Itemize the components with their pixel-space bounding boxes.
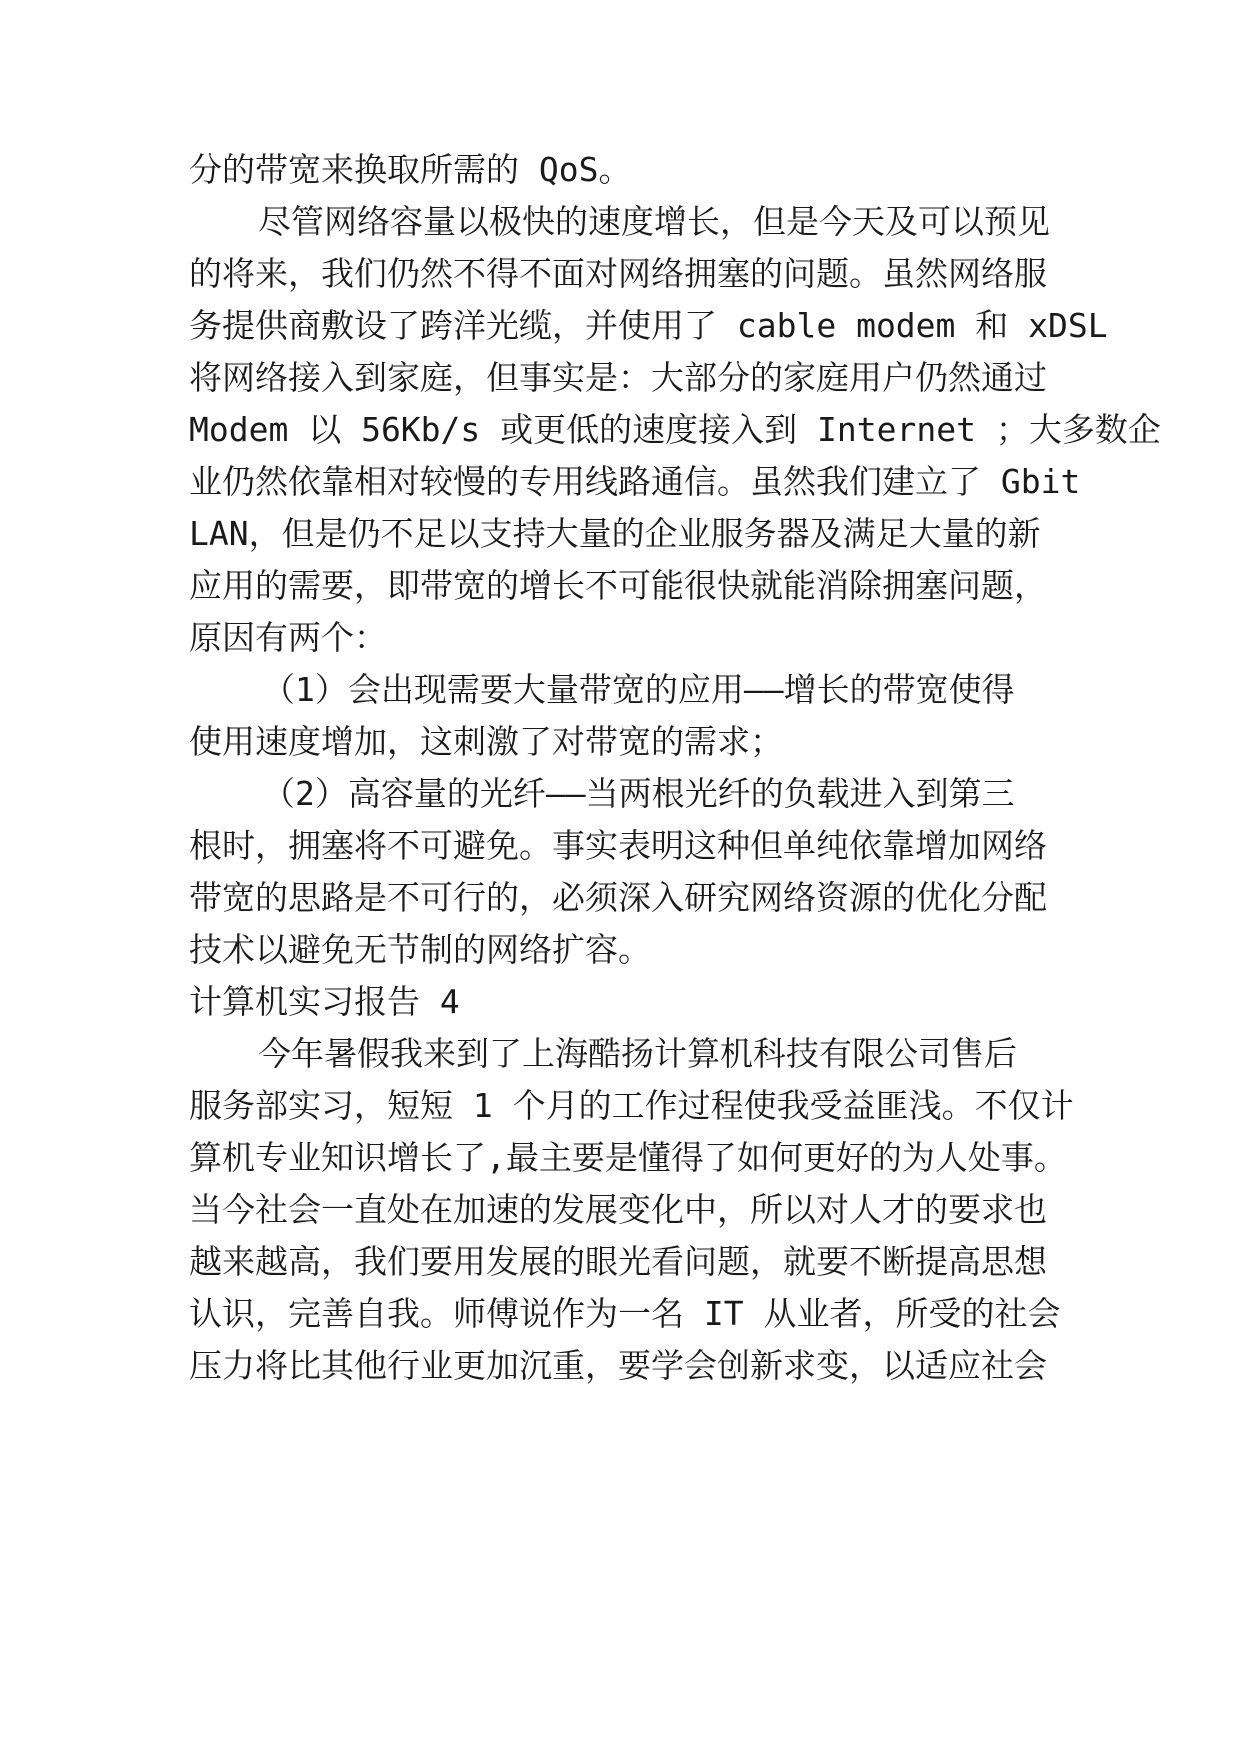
paragraph-line: 务提供商敷设了跨洋光缆，并使用了 cable modem 和 xDSL (189, 306, 1108, 345)
paragraph-line: 今年暑假我来到了上海酷扬计算机科技有限公司售后 (258, 1034, 1017, 1073)
paragraph-line: 尽管网络容量以极快的速度增长，但是今天及可以预见 (258, 202, 1050, 241)
paragraph-line: 分的带宽来换取所需的 QoS。 (189, 150, 632, 189)
paragraph-line: Modem 以 56Kb/s 或更低的速度接入到 Internet ；大多数企 (189, 410, 1161, 449)
list-item-line: 技术以避免无节制的网络扩容。 (189, 930, 651, 969)
list-item-line: 根时，拥塞将不可避免。事实表明这种但单纯依靠增加网络 (189, 826, 1047, 865)
paragraph-line: LAN，但是仍不足以支持大量的企业服务器及满足大量的新 (189, 514, 1041, 553)
paragraph-line: 算机专业知识增长了,最主要是懂得了如何更好的为人处事。 (189, 1138, 1067, 1177)
paragraph-line: 将网络接入到家庭，但事实是：大部分的家庭用户仍然通过 (189, 358, 1047, 397)
list-item-line: 带宽的思路是不可行的，必须深入研究网络资源的优化分配 (189, 878, 1047, 917)
list-item-line: （1）会出现需要大量带宽的应用——增长的带宽使得 (262, 670, 1015, 709)
paragraph-line: 原因有两个： (189, 618, 387, 657)
list-item-line: （2）高容量的光纤——当两根光纤的负载进入到第三 (262, 774, 1015, 813)
paragraph-line: 的将来，我们仍然不得不面对网络拥塞的问题。虽然网络服 (189, 254, 1047, 293)
paragraph-line: 压力将比其他行业更加沉重，要学会创新求变，以适应社会 (189, 1346, 1047, 1385)
paragraph-line: 认识，完善自我。师傅说作为一名 IT 从业者，所受的社会 (189, 1294, 1061, 1333)
paragraph-line: 服务部实习，短短 1 个月的工作过程使我受益匪浅。不仅计 (189, 1086, 1074, 1125)
paragraph-line: 越来越高，我们要用发展的眼光看问题，就要不断提高思想 (189, 1242, 1047, 1281)
list-item-line: 使用速度增加，这刺激了对带宽的需求； (189, 722, 783, 761)
paragraph-line: 应用的需要，即带宽的增长不可能很快就能消除拥塞问题， (189, 566, 1047, 605)
section-heading: 计算机实习报告 4 (189, 982, 460, 1021)
paragraph-line: 业仍然依靠相对较慢的专用线路通信。虽然我们建立了 Gbit (189, 462, 1081, 501)
paragraph-line: 当今社会一直处在加速的发展变化中，所以对人才的要求也 (189, 1190, 1047, 1229)
